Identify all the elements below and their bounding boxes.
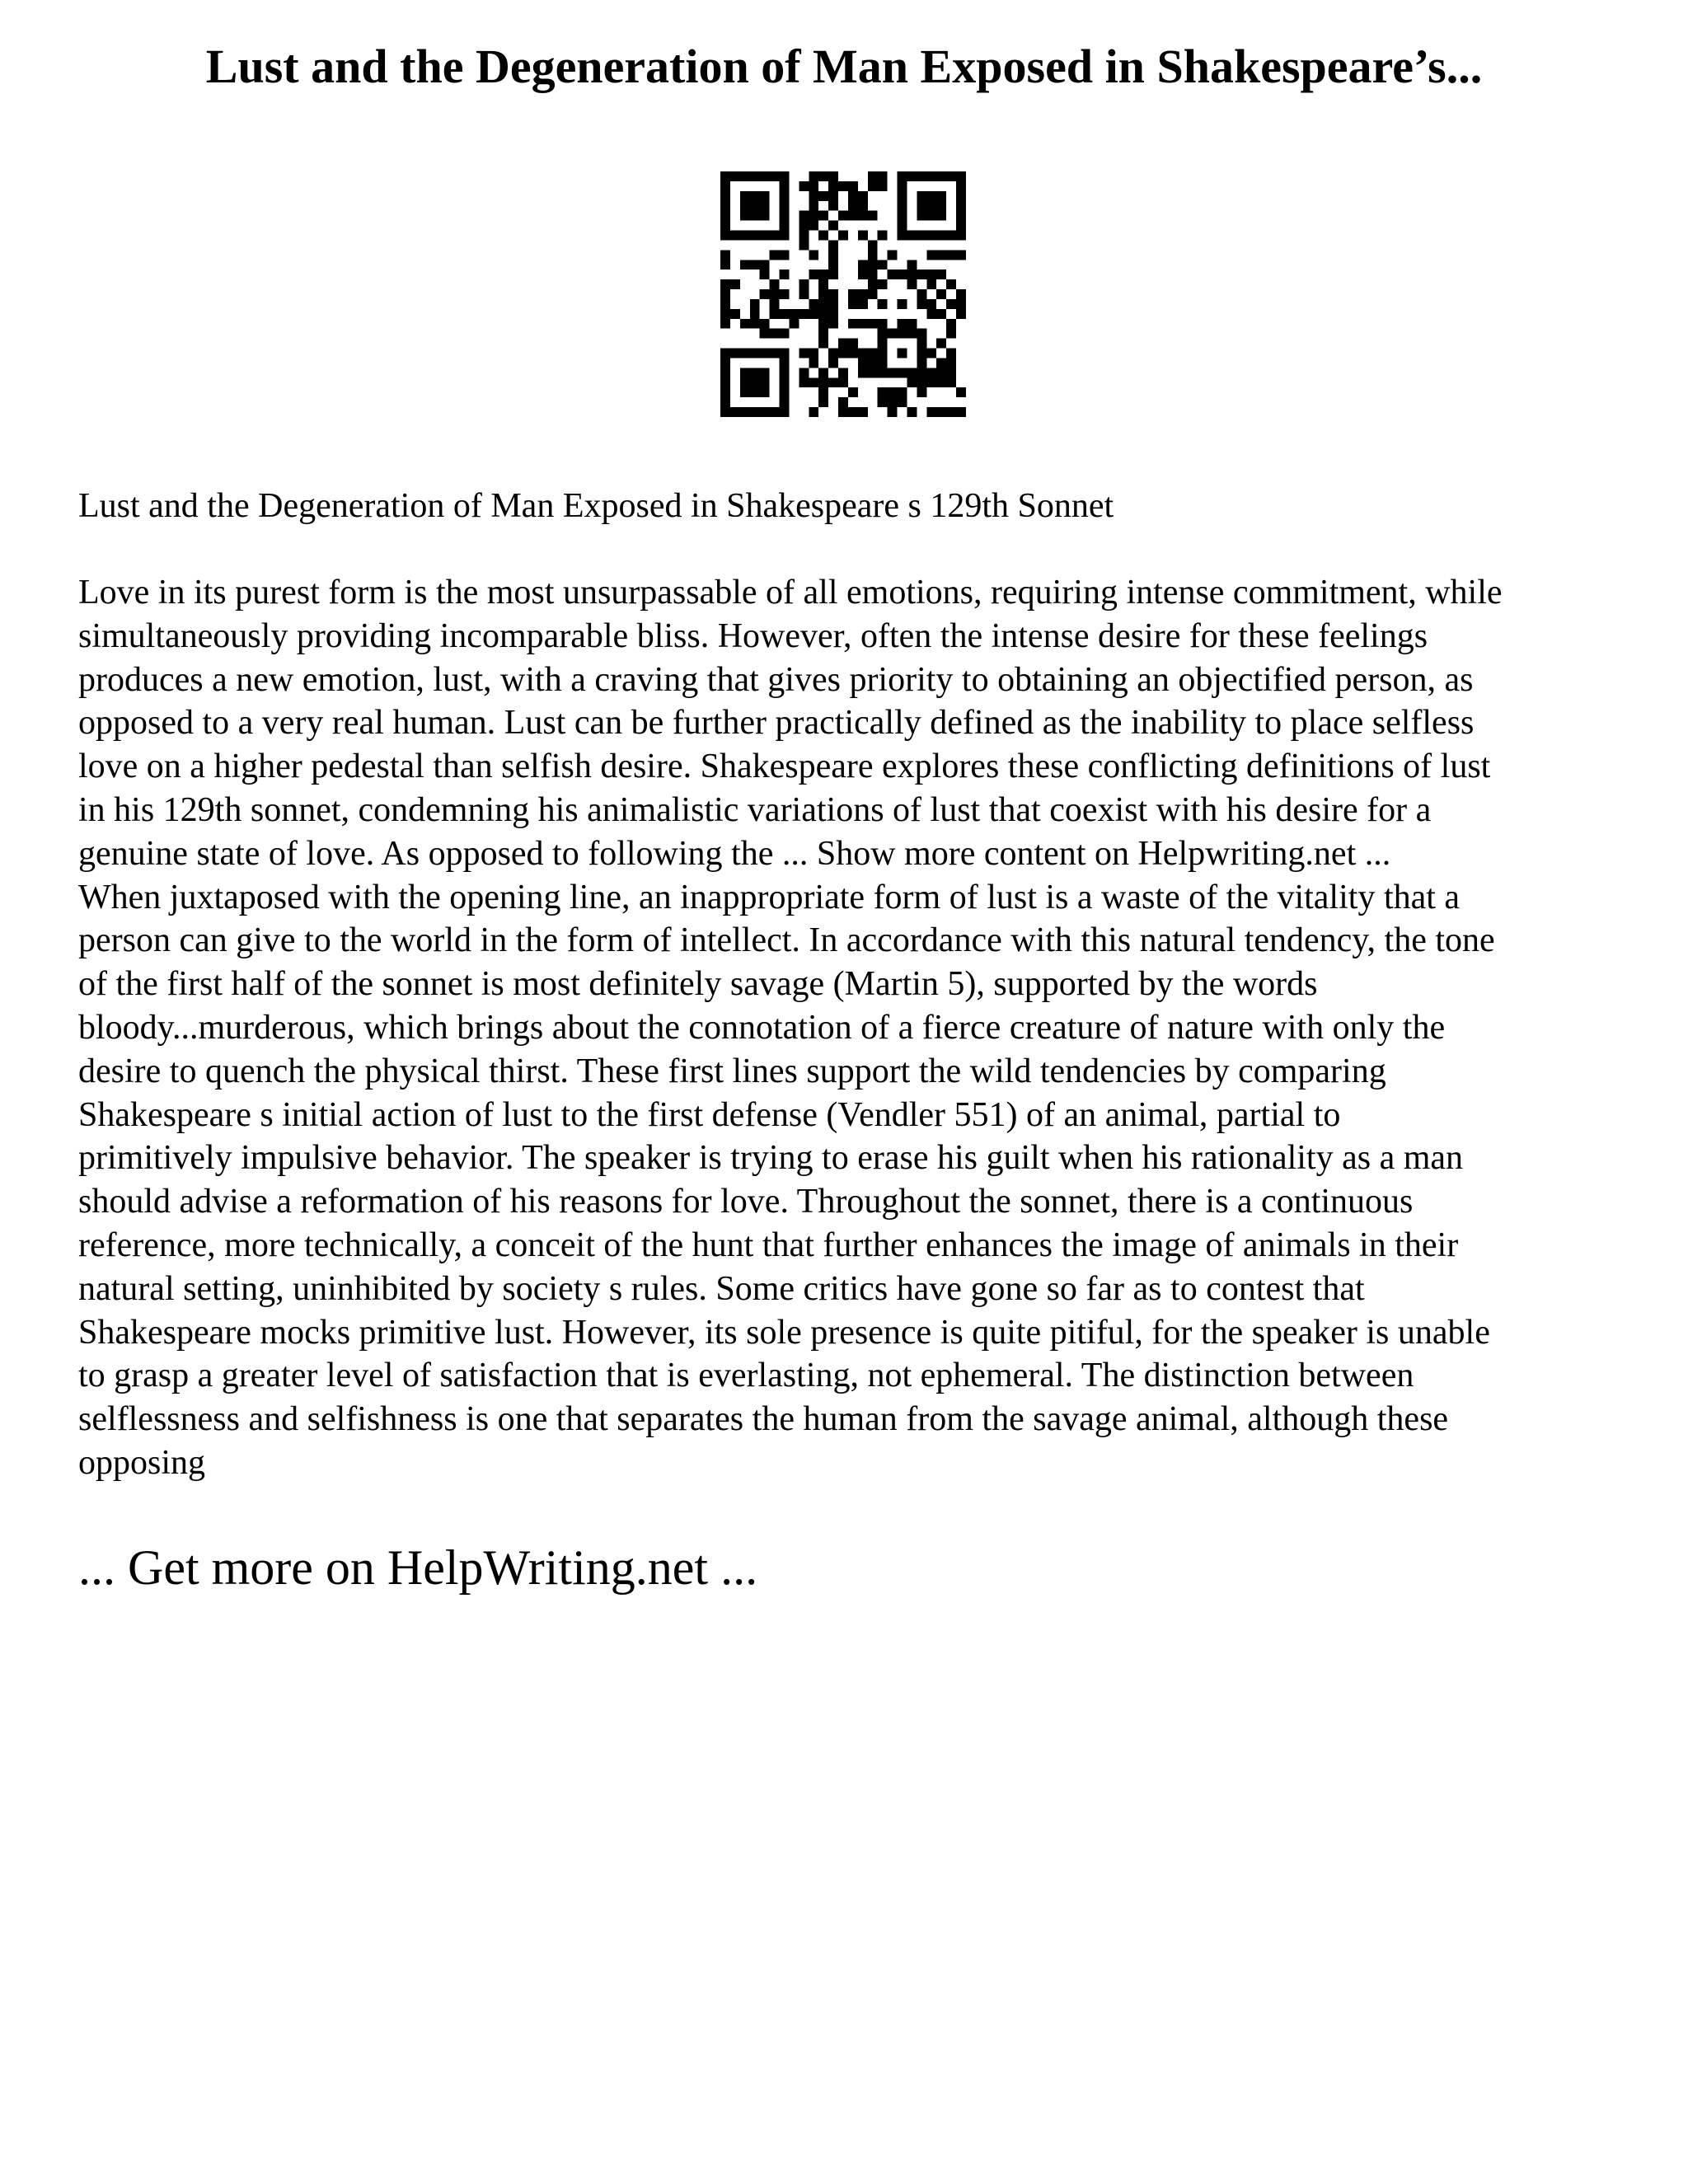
body-line: produces a new emotion, lust, with a craving that gives priority to obtaining an objectified person, as: [78, 660, 1474, 699]
body-line: selflessness and selfishness is one that separates the human from the savage animal, although these: [78, 1400, 1449, 1439]
body-line: reference, more technically, a conceit of the hunt that further enhances the image of animals in their: [78, 1226, 1459, 1264]
body-line: of the first half of the sonnet is most definitely savage (Martin 5), supported by the words: [78, 965, 1318, 1004]
body-line: to grasp a greater level of satisfaction that is everlasting, not ephemeral. The distinction between: [78, 1357, 1414, 1395]
body-line: genuine state of love. As opposed to following the ... Show more content on Helpwriting.net ...: [78, 834, 1391, 873]
get-more-link[interactable]: ... Get more on HelpWriting.net ...: [78, 1540, 758, 1595]
document-title: Lust and the Degeneration of Man Exposed in Shakespeare’s...: [205, 40, 1483, 93]
body-line: opposing: [78, 1443, 206, 1482]
body-line: person can give to the world in the form of intellect. In accordance with this natural tendency, the tone: [78, 921, 1495, 960]
body-line: primitively impulsive behavior. The speaker is trying to erase his guilt when his rationality as a man: [78, 1139, 1464, 1178]
body-line: in his 129th sonnet, condemning his animalistic variations of lust that coexist with his desire for a: [78, 790, 1432, 829]
body-line: desire to quench the physical thirst. These first lines support the wild tendencies by comparing: [78, 1052, 1386, 1090]
body-line: Shakespeare s initial action of lust to the first defense (Vendler 551) of an animal, partial to: [78, 1095, 1341, 1134]
body-line: natural setting, uninhibited by society s rules. Some critics have gone so far as to contest that: [78, 1269, 1365, 1308]
body-line: bloody...murderous, which brings about the connotation of a fierce creature of nature with only the: [78, 1008, 1446, 1047]
qr-code-icon: [720, 171, 966, 417]
article-body: [78, 571, 1628, 1485]
body-line: Shakespeare mocks primitive lust. However, its sole presence is quite pitiful, for the speaker is unable: [78, 1313, 1490, 1352]
body-line: When juxtaposed with the opening line, an inappropriate form of lust is a waste of the vitality that a: [78, 878, 1461, 916]
body-line: simultaneously providing incomparable bliss. However, often the intense desire for these feelings: [78, 616, 1428, 655]
body-line: opposed to a very real human. Lust can be further practically defined as the inability to place selfless: [78, 704, 1475, 743]
body-line: love on a higher pedestal than selfish desire. Shakespeare explores these conflicting definitions of lust: [78, 748, 1491, 786]
document-subtitle: Lust and the Degeneration of Man Exposed in Shakespeare s 129th Sonnet: [78, 487, 1114, 525]
body-line: should advise a reformation of his reasons for love. Throughout the sonnet, there is a continuous: [78, 1183, 1414, 1221]
body-line: Love in its purest form is the most unsurpassable of all emotions, requiring intense commitment, while: [78, 574, 1503, 612]
